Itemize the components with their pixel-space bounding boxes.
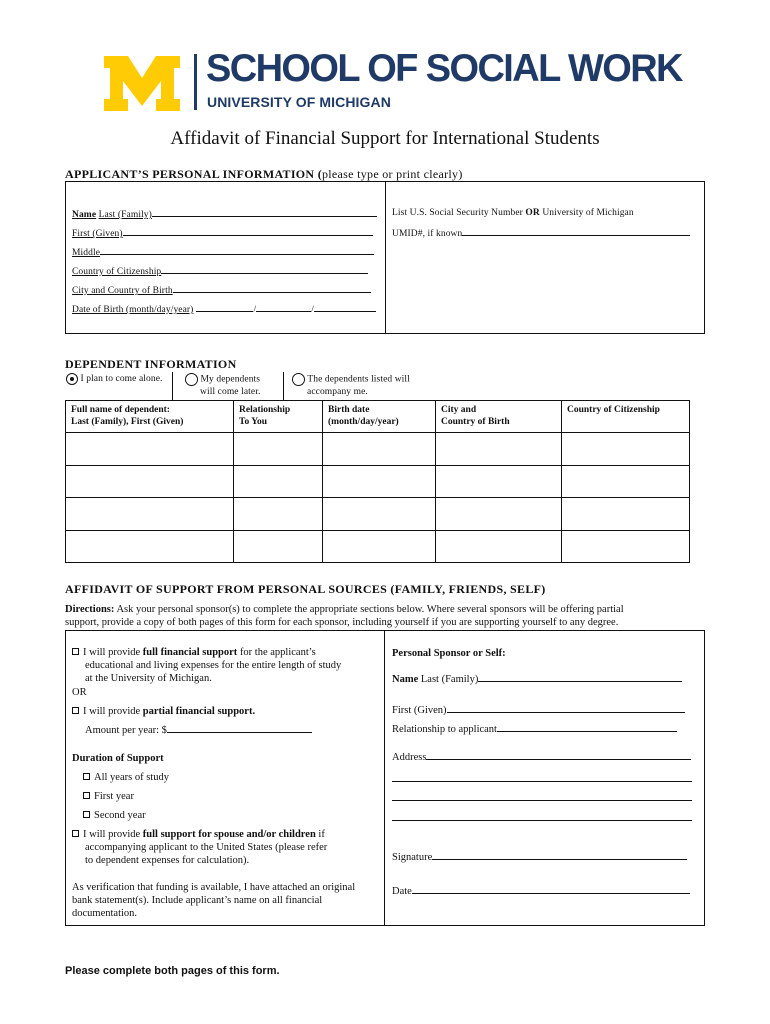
document-title: Affidavit of Financial Support for International Students	[170, 128, 600, 149]
address-field[interactable]: Address	[392, 751, 691, 764]
radio-come-later[interactable]: My dependents will come later.	[185, 373, 260, 398]
column-header: Country of Citizenship	[562, 401, 690, 433]
amount-field[interactable]: Amount per year: $	[85, 724, 312, 737]
university-title: UNIVERSITY OF MICHIGAN	[207, 94, 391, 110]
radio-come-alone[interactable]: I plan to come alone.	[66, 373, 163, 385]
block-m-logo	[104, 56, 180, 111]
radio-icon	[292, 373, 305, 386]
duration-heading: Duration of Support	[72, 753, 164, 764]
checkbox-icon	[72, 648, 79, 655]
duration-second-year[interactable]: Second year	[83, 809, 146, 822]
duration-all-years[interactable]: All years of study	[83, 771, 169, 784]
directions-text: Directions: Ask your personal sponsor(s) to complete the appropriate sections below. Where several sponsors will be offering partial support, provide a copy of both pages of this form for each sponsor, including yourself if you are supporting yourself to any degree.	[65, 604, 624, 628]
last-name-field[interactable]: Name Last (Family)	[72, 208, 377, 220]
affidavit-box	[65, 630, 705, 926]
table-cell[interactable]	[66, 498, 234, 531]
full-support-option[interactable]: I will provide full financial support for the applicant’s educational and living expenses for the entire length of study at the University of Michigan.	[72, 646, 341, 685]
middle-name-field[interactable]: Middle	[72, 246, 374, 258]
sponsor-first-name-field[interactable]: First (Given)	[392, 704, 685, 717]
table-cell[interactable]	[66, 530, 234, 563]
table-row	[66, 498, 690, 531]
column-header: City and Country of Birth	[436, 401, 562, 433]
checkbox-icon	[83, 792, 90, 799]
table-cell[interactable]	[234, 498, 323, 531]
table-cell[interactable]	[562, 530, 690, 563]
dependent-heading: DEPENDENT INFORMATION	[65, 357, 237, 371]
table-header-row	[66, 401, 690, 433]
date-field[interactable]: Date	[392, 885, 690, 898]
spouse-support-option[interactable]: I will provide full support for spouse and/or children if accompanying applicant to the United States (please refer to dependent expenses for calculation).	[72, 828, 327, 867]
table-cell[interactable]	[66, 433, 234, 466]
radio-icon	[185, 373, 198, 386]
table-cell[interactable]	[323, 433, 436, 466]
table-row	[66, 433, 690, 466]
sponsor-heading: Personal Sponsor or Self:	[392, 648, 506, 659]
applicant-box	[65, 181, 705, 334]
table-cell[interactable]	[436, 465, 562, 498]
affidavit-heading: AFFIDAVIT OF SUPPORT FROM PERSONAL SOURCES (FAMILY, FRIENDS, SELF)	[65, 582, 546, 596]
ssn-label: List U.S. Social Security Number OR University of Michigan	[392, 208, 634, 218]
address-line[interactable]	[392, 820, 692, 821]
table-cell[interactable]	[323, 465, 436, 498]
table-cell[interactable]	[234, 433, 323, 466]
column-header: Birth date (month/day/year)	[323, 401, 436, 433]
logo-divider	[194, 54, 197, 110]
or-label: OR	[72, 687, 87, 698]
table-cell[interactable]	[323, 530, 436, 563]
partial-support-option[interactable]: I will provide partial financial support.	[72, 705, 255, 718]
table-cell[interactable]	[562, 498, 690, 531]
table-cell[interactable]	[234, 530, 323, 563]
dob-field[interactable]: Date of Birth (month/day/year) / /	[72, 303, 376, 315]
checkbox-icon	[83, 773, 90, 780]
column-header: Full name of dependent: Last (Family), First (Given)	[66, 401, 234, 433]
address-line[interactable]	[392, 781, 692, 782]
table-cell[interactable]	[562, 433, 690, 466]
checkbox-icon	[72, 707, 79, 714]
table-cell[interactable]	[436, 433, 562, 466]
sponsor-last-name-field[interactable]: Name Last (Family)	[392, 673, 682, 686]
applicant-box-divider	[385, 182, 386, 334]
table-cell[interactable]	[436, 530, 562, 563]
dependent-table	[65, 400, 690, 563]
school-title: SCHOOL OF SOCIAL WORK	[206, 47, 682, 91]
duration-first-year[interactable]: First year	[83, 790, 134, 803]
checkbox-icon	[83, 811, 90, 818]
first-name-field[interactable]: First (Given)	[72, 227, 373, 239]
umid-field[interactable]: UMID#, if known	[392, 227, 690, 239]
column-header: Relationship To You	[234, 401, 323, 433]
table-cell[interactable]	[562, 465, 690, 498]
footer-note: Please complete both pages of this form.	[65, 965, 280, 977]
table-cell[interactable]	[436, 498, 562, 531]
table-cell[interactable]	[234, 465, 323, 498]
address-line[interactable]	[392, 800, 692, 801]
table-row	[66, 465, 690, 498]
citizenship-field[interactable]: Country of Citizenship	[72, 265, 368, 277]
table-cell[interactable]	[66, 465, 234, 498]
applicant-heading: APPLICANT’S PERSONAL INFORMATION (please type or print clearly)	[65, 167, 463, 181]
affidavit-box-divider	[384, 631, 385, 926]
verification-text: As verification that funding is available, I have attached an original bank statement(s). Include applicant’s name on all financial documentation.	[72, 882, 356, 919]
checkbox-icon	[72, 830, 79, 837]
radio-selected-icon	[66, 373, 78, 385]
birthplace-field[interactable]: City and Country of Birth	[72, 284, 371, 296]
option-divider	[172, 372, 173, 400]
radio-accompany[interactable]: The dependents listed will accompany me.	[292, 373, 410, 398]
table-cell[interactable]	[323, 498, 436, 531]
relationship-field[interactable]: Relationship to applicant	[392, 723, 677, 736]
table-row	[66, 530, 690, 563]
option-divider	[283, 372, 284, 400]
signature-field[interactable]: Signature	[392, 851, 687, 864]
